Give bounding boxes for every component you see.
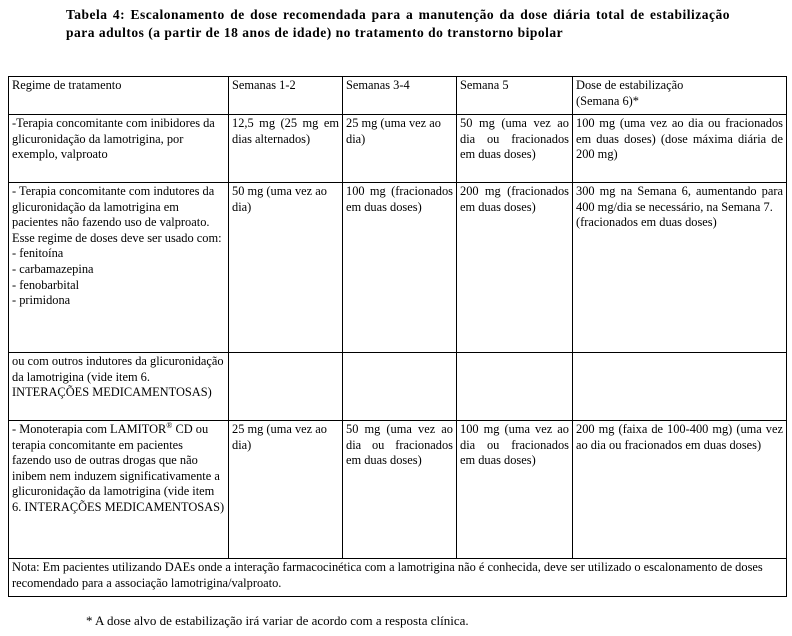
row4-regime-post: CD ou terapia concomitante em pacientes fazendo uso de outras drogas que não inibem nem induzem significativamente a glicuronidação da lamotrigina (vide item 6. INTERAÇÕES MEDICAMENTOSAS)	[12, 422, 225, 514]
row4-week-5: 100 mg (uma vez ao dia ou fracionados em duas doses)	[457, 421, 573, 559]
row2-regime	[9, 183, 229, 353]
table-header-row	[9, 77, 787, 115]
header-regime: Regime de tratamento	[9, 77, 229, 115]
dose-table	[8, 76, 787, 597]
row2-weeks-1-2: 50 mg (uma vez ao dia)	[229, 183, 343, 353]
row3-week-5	[457, 353, 573, 421]
footnote: * A dose alvo de estabilização irá variar de acordo com a resposta clínica.	[86, 613, 469, 628]
row4-weeks-1-2: 25 mg (uma vez ao dia)	[229, 421, 343, 559]
drug-item: - fenitoína	[12, 246, 64, 261]
row4-regime-pre: - Monoterapia com LAMITOR	[12, 422, 167, 436]
drug-item: - primidona	[12, 293, 71, 308]
table-title: Tabela 4: Escalonamento de dose recomendada para a manutenção da dose diária total de estabilização para adultos (a partir de 18 anos de idade) no tratamento do transtorno bipolar	[66, 7, 730, 40]
row2-stabilization-note: (fracionados em duas doses)	[576, 215, 717, 230]
row3-weeks-3-4	[343, 353, 457, 421]
header-weeks-1-2: Semanas 1-2	[229, 77, 343, 115]
drug-item: - fenobarbital	[12, 277, 80, 292]
row2-week-5: 200 mg (fracionados em duas doses)	[457, 183, 573, 353]
header-weeks-3-4: Semanas 3-4	[343, 77, 457, 115]
row1-regime: -Terapia concomitante com inibidores da glicuronidação da lamotrigina, por exemplo, valproato	[9, 115, 229, 183]
header-stabilization-line2: (Semana 6)*	[576, 93, 639, 108]
row4-weeks-3-4: 50 mg (uma vez ao dia ou fracionados em duas doses)	[343, 421, 457, 559]
registered-mark: ®	[166, 420, 173, 430]
header-stabilization-line1: Dose de estabilização	[576, 78, 684, 92]
row1-weeks-1-2: 12,5 mg (25 mg em dias alternados)	[229, 115, 343, 183]
row1-week-5: 50 mg (uma vez ao dia ou fracionados em duas doses)	[457, 115, 573, 183]
row1-stabilization: 100 mg (uma vez ao dia ou fracionados em duas doses) (dose máxima diária de 200 mg)	[573, 115, 787, 183]
row4-stabilization: 200 mg (faixa de 100-400 mg) (uma vez ao dia ou fracionados em duas doses)	[573, 421, 787, 559]
row2-stabilization	[573, 183, 787, 353]
header-week-5: Semana 5	[457, 77, 573, 115]
table-row	[9, 183, 787, 353]
row2-stabilization-main: 300 mg na Semana 6, aumentando para 400 mg/dia se necessário, na Semana 7.	[576, 184, 783, 214]
row3-weeks-1-2	[229, 353, 343, 421]
row4-regime	[9, 421, 229, 559]
table-row	[9, 115, 787, 183]
row3-regime: ou com outros indutores da glicuronidação da lamotrigina (vide item 6. INTERAÇÕES MEDICAMENTOSAS)	[9, 353, 229, 421]
row2-weeks-3-4: 100 mg (fracionados em duas doses)	[343, 183, 457, 353]
table-row	[9, 421, 787, 559]
table-note-row	[9, 559, 787, 597]
row1-weeks-3-4: 25 mg (uma vez ao dia)	[343, 115, 457, 183]
row3-stabilization	[573, 353, 787, 421]
drug-item: - carbamazepina	[12, 261, 94, 276]
header-stabilization	[573, 77, 787, 115]
row2-regime-intro: - Terapia concomitante com indutores da glicuronidação da lamotrigina em pacientes não fazendo uso de valproato. Esse regime de doses deve ser usado com:	[12, 184, 222, 245]
table-note: Nota: Em pacientes utilizando DAEs onde a interação farmacocinética com a lamotrigina não é conhecida, deve ser utilizado o escalonamento de doses recomendado para a associação lamotrigina/valproato.	[9, 559, 787, 597]
table-row	[9, 353, 787, 421]
